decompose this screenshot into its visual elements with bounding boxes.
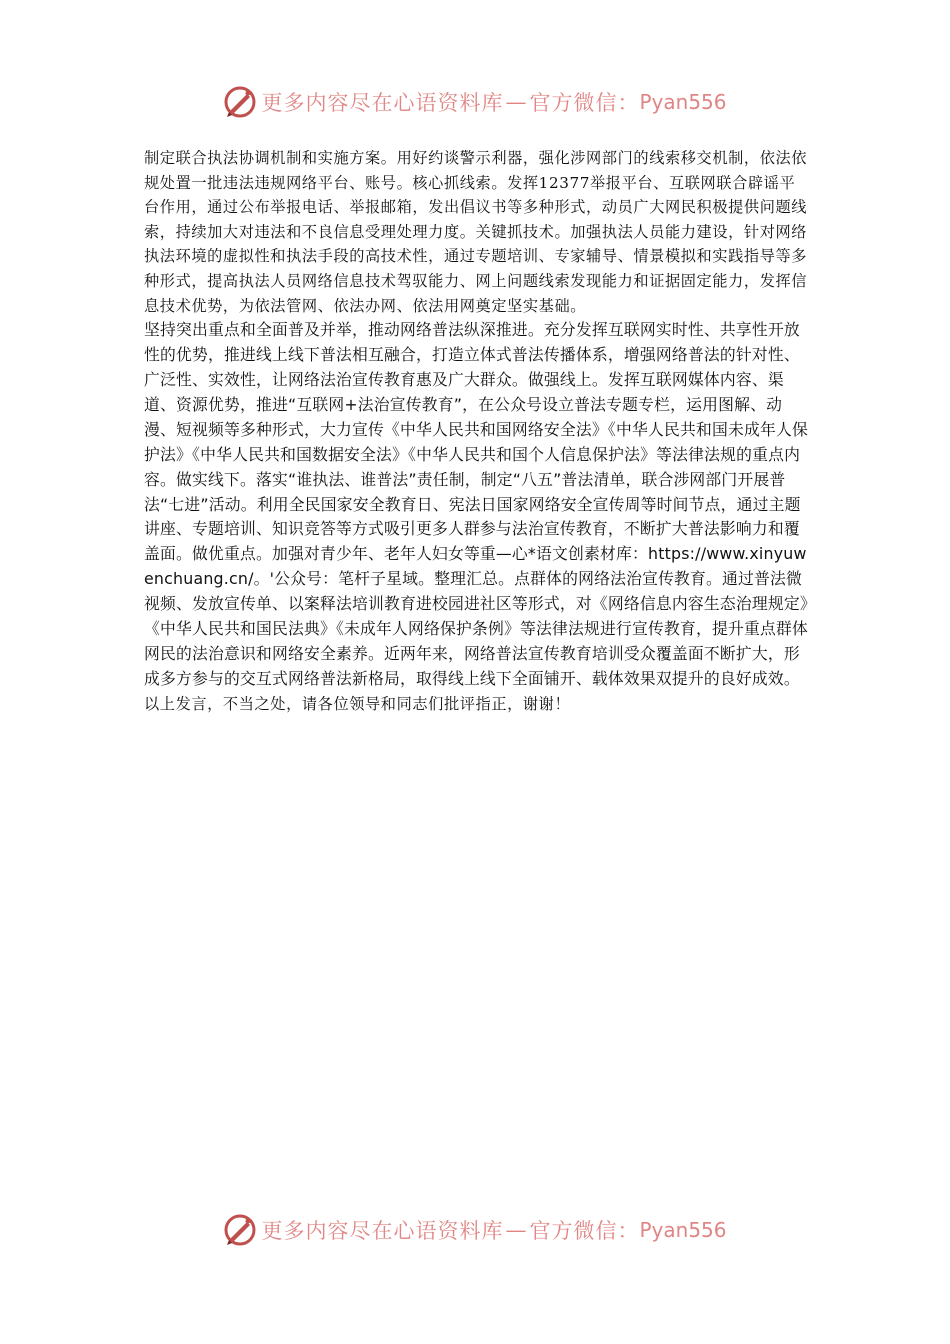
banner-text: 更多内容尽在心语资料库 [261, 1219, 504, 1243]
banner-label: 官方微信： [529, 1219, 640, 1243]
paragraph-2: 坚持突出重点和全面普及并举，推动网络普法纵深推进。充分发挥互联网实时性、共享性开放性的优势，推进线上线下普法相互融合，打造立体式普法传播体系，增强网络普法的针对性、广泛性、实效性，让网络法治宣传教育惠及广大群众。做强线上。发挥互联网媒体内容、渠道、资源优势，推进“互联网+法治宣传教育”，在公众号设立普法专题专栏，运用图解、动漫、短视频等多种形式，大力宣传《中华人民共和国网络安全法》《中华人民共和国未成年人保护法》《中华人民共和国数据安全法》《中华人民共和国个人信息保护法》等法律法规的重点内容。做实线下。落实“谁执法、谁普法”责任制，制定“八五”普法清单，联合涉网部门开展普法“七进”活动。利用全民国家安全教育日、宪法日国家网络安全宣传周等时间节点，通过主题讲座、专题培训、知识竞答等方式吸引更多人群参与法治宣传教育，不断扩大普法影响力和覆盖面。做优重点。加强对青少年、老年人妇女等重—心*语文创素材库：https://www.xinyuwenchuang.cn/。'公众号：笔杆子星域。整理汇总。点群体的网络法治宣传教育。通过普法微视频、发放宣传单、以案释法培训教育进校园进社区等形式，对《网络信息内容生态治理规定》《中华人民共和国民法典》《未成年人网络保护条例》等法律法规进行宣传教育，提升重点群体网民的法治意识和网络安全素养。近两年来，网络普法宣传教育培训受众覆盖面不断扩大，形成多方参与的交互式网络普法新格局，取得线上线下全面铺开、载体效果双提升的良好成效。 [144, 320, 808, 688]
banner-wechat-id: Pyan556 [639, 90, 727, 114]
banner-text: 更多内容尽在心语资料库 [261, 91, 504, 115]
header-banner [0, 80, 950, 124]
banner-dash: — [505, 1218, 528, 1242]
pen-logo-icon [223, 85, 257, 119]
footer-banner [0, 1208, 950, 1252]
banner-label: 官方微信： [529, 91, 640, 115]
paragraph-1: 制定联合执法协调机制和实施方案。用好约谈警示利器，强化涉网部门的线索移交机制，依法依规处置一批违法违规网络平台、账号。核心抓线索。发挥12377举报平台、互联网联合辟谣平台作用，通过公布举报电话、举报邮箱，发出倡议书等多种形式，动员广大网民积极提供问题线索，持续加大对违法和不良信息受理处理力度。关键抓技术。加强执法人员能力建设，针对网络执法环境的虚拟性和执法手段的高技术性，通过专题培训、专家辅导、情景模拟和实践指导等多种形式，提高执法人员网络信息技术驾驭能力、网上问题线索发现能力和证据固定能力，发挥信息技术优势，为依法管网、依法办网、依法用网奠定坚实基础。 [144, 149, 808, 315]
paragraph-3: 以上发言，不当之处，请各位领导和同志们批评指正，谢谢！ [144, 694, 571, 713]
pen-logo-icon [223, 1213, 257, 1247]
banner-dash: — [505, 90, 528, 114]
document-body [144, 146, 808, 716]
banner-wechat-id: Pyan556 [639, 1218, 727, 1242]
